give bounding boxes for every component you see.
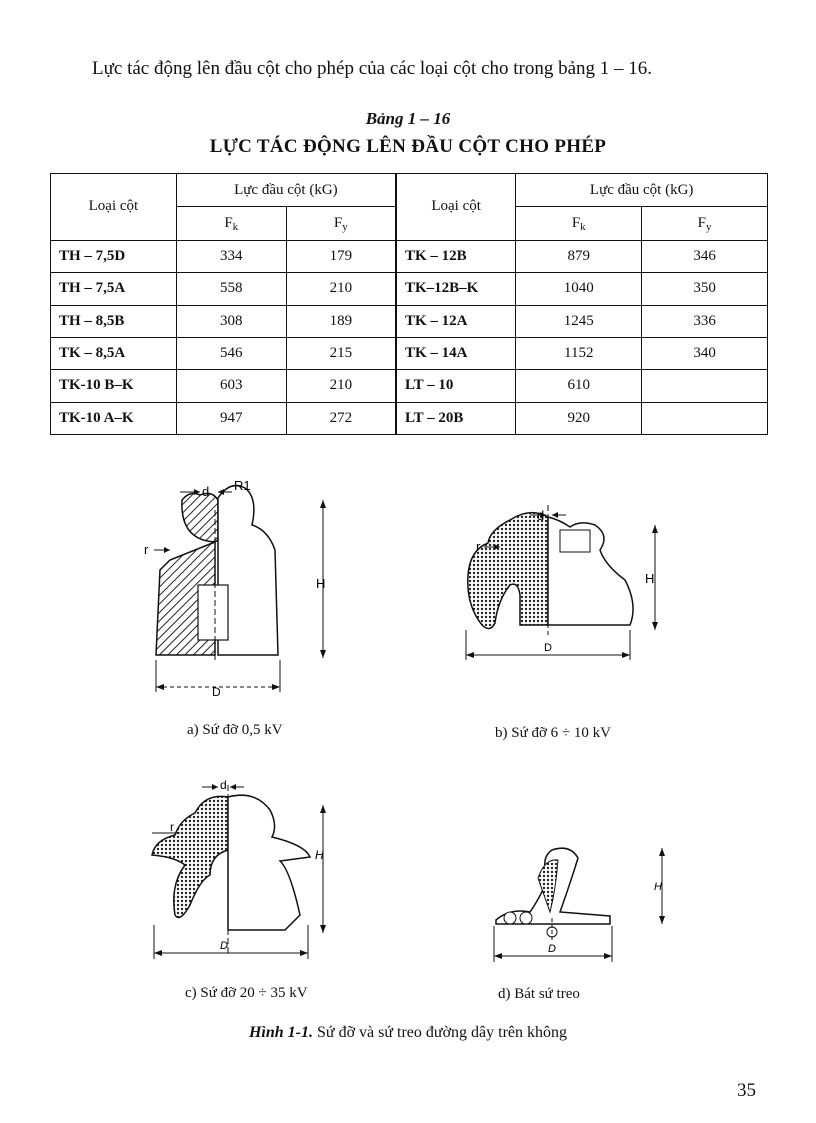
table-row xyxy=(51,337,768,369)
row-fy-right: 340 xyxy=(642,337,768,369)
insulator-6-10kv-drawing xyxy=(460,495,670,665)
row-fy-left: 179 xyxy=(286,240,396,272)
header-luc-right: Lực đầu cột (kG) xyxy=(516,174,768,207)
table-row xyxy=(51,273,768,305)
row-fk-right: 610 xyxy=(516,370,642,402)
dim-d-label-c: d xyxy=(220,778,227,792)
insulator-0-5kv-drawing xyxy=(140,470,340,700)
row-fk-left: 947 xyxy=(176,402,286,434)
dim-h-label-d: H xyxy=(654,881,662,893)
row-fy-right xyxy=(642,402,768,434)
row-name-right: TK – 14A xyxy=(396,337,516,369)
figure-b-caption: b) Sứ đỡ 6 ÷ 10 kV xyxy=(495,725,611,741)
row-name-left: TK-10 B–K xyxy=(51,370,177,402)
header-loai-cot-right: Loại cột xyxy=(396,174,516,241)
row-fy-right: 350 xyxy=(642,273,768,305)
figure-a-caption: a) Sứ đỡ 0,5 kV xyxy=(187,722,283,738)
row-name-left: TH – 8,5B xyxy=(51,305,177,337)
figure-caption-text: Sứ đỡ và sứ treo đường dây trên không xyxy=(313,1024,568,1041)
row-name-left: TK – 8,5A xyxy=(51,337,177,369)
force-table xyxy=(50,173,768,435)
table-row xyxy=(51,240,768,272)
row-name-left: TH – 7,5D xyxy=(51,240,177,272)
row-fy-left: 272 xyxy=(286,402,396,434)
header-fk-left: $F_k$ xyxy=(176,207,286,240)
dim-r-label-b: r xyxy=(476,539,481,554)
dim-r1-label: R1 xyxy=(234,478,251,493)
row-fk-left: 603 xyxy=(176,370,286,402)
table-row xyxy=(51,402,768,434)
row-fy-right: 346 xyxy=(642,240,768,272)
header-fy-right: $F_y$ xyxy=(642,207,768,240)
dim-dd-label-d: D xyxy=(548,943,556,955)
row-name-right: TK – 12B xyxy=(396,240,516,272)
dim-d-label: d xyxy=(202,484,210,499)
row-fk-left: 334 xyxy=(176,240,286,272)
dim-dd-label-c: D xyxy=(220,940,228,952)
row-name-left: TH – 7,5A xyxy=(51,273,177,305)
header-fk-right: $F_k$ xyxy=(516,207,642,240)
row-fk-left: 558 xyxy=(176,273,286,305)
table-row xyxy=(51,305,768,337)
suspension-insulator-drawing xyxy=(490,838,690,970)
row-fy-left: 210 xyxy=(286,370,396,402)
row-fk-right: 1245 xyxy=(516,305,642,337)
header-loai-cot-left: Loại cột xyxy=(51,174,177,241)
row-name-left: TK-10 A–K xyxy=(51,402,177,434)
dim-d-label-b: d xyxy=(537,508,545,523)
row-fy-left: 189 xyxy=(286,305,396,337)
dim-dd-label-b: D xyxy=(544,642,552,654)
row-fk-right: 1040 xyxy=(516,273,642,305)
figure-d-caption: d) Bát sứ treo xyxy=(498,986,580,1002)
dim-h-label: H xyxy=(316,576,326,591)
row-fk-left: 546 xyxy=(176,337,286,369)
table-row xyxy=(51,370,768,402)
intro-paragraph: Lực tác động lên đầu cột cho phép của các loại cột cho trong bảng 1 – 16. xyxy=(92,58,653,79)
page-number: 35 xyxy=(737,1080,756,1101)
row-name-right: TK–12B–K xyxy=(396,273,516,305)
row-name-right: LT – 20B xyxy=(396,402,516,434)
row-fy-right xyxy=(642,370,768,402)
row-fk-right: 920 xyxy=(516,402,642,434)
table-title: LỰC TÁC ĐỘNG LÊN ĐẦU CỘT CHO PHÉP xyxy=(209,136,607,157)
insulator-20-35kv-drawing xyxy=(140,775,350,965)
table-caption: Bảng 1 – 16 xyxy=(365,109,451,128)
dim-r-label-c: r xyxy=(170,820,174,834)
figure-caption-label: Hình 1-1. xyxy=(248,1024,313,1041)
figure-c-caption: c) Sứ đỡ 20 ÷ 35 kV xyxy=(185,985,308,1001)
dim-h-label-c: H xyxy=(315,848,324,862)
dim-r-label: r xyxy=(144,542,149,557)
header-fy-left: $F_y$ xyxy=(286,207,396,240)
row-fk-right: 879 xyxy=(516,240,642,272)
row-name-right: TK – 12A xyxy=(396,305,516,337)
dim-dd-label: D xyxy=(212,685,221,699)
dim-h-label-b: H xyxy=(645,571,655,586)
row-fy-left: 210 xyxy=(286,273,396,305)
figure-caption xyxy=(0,1024,816,1042)
row-fy-right: 336 xyxy=(642,305,768,337)
row-name-right: LT – 10 xyxy=(396,370,516,402)
row-fy-left: 215 xyxy=(286,337,396,369)
row-fk-left: 308 xyxy=(176,305,286,337)
header-luc-left: Lực đầu cột (kG) xyxy=(176,174,396,207)
row-fk-right: 1152 xyxy=(516,337,642,369)
